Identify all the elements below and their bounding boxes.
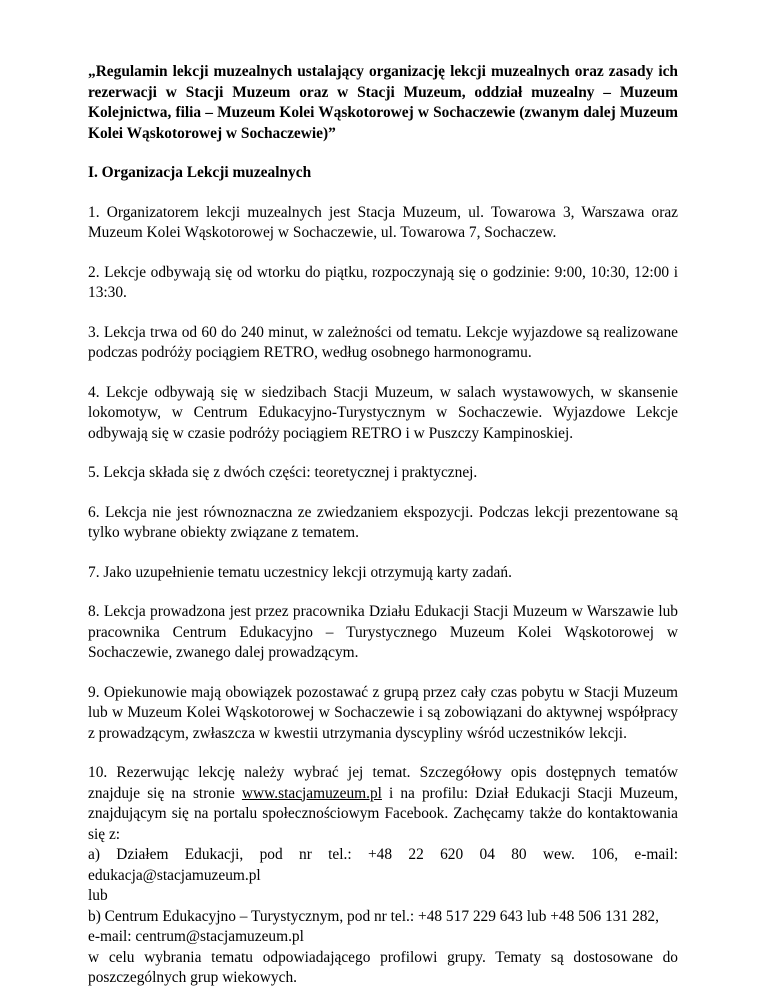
paragraph-2: 2. Lekcje odbywają się od wtorku do piątku, rozpoczynają się o godzinie: 9:00, 10:30, 12:00 i 13:30. — [88, 263, 678, 301]
document-page — [88, 62, 678, 989]
or-separator: lub — [88, 887, 108, 904]
paragraph-5: 5. Lekcja składa się z dwóch części: teoretycznej i praktycznej. — [88, 464, 478, 481]
paragraph-6: 6. Lekcja nie jest równoznaczna ze zwiedzaniem ekspozycji. Podczas lekcji prezentowane są tylko wybrane obiekty związane z tematem. — [88, 503, 678, 541]
paragraph-8: 8. Lekcja prowadzona jest przez pracownika Działu Edukacji Stacji Muzeum w Warszawie lub pracownika Centrum Edukacyjno – Turystycznego Muzeum Kolei Wąskotorowej w Sochaczewie, zwanego dalej prowadzącym. — [88, 603, 678, 661]
paragraph-1: 1. Organizatorem lekcji muzealnych jest Stacja Muzeum, ul. Towarowa 3, Warszawa oraz Muzeum Kolei Wąskotorowej w Sochaczewie, ul. Towarowa 7, Sochaczew. — [88, 203, 678, 241]
contact-education-dept: a) Działem Edukacji, pod nr tel.: +48 22 620 04 80 wew. 106, e-mail: — [88, 846, 678, 863]
website-link[interactable]: www.stacjamuzeum.pl — [241, 784, 382, 802]
document-title: „Regulamin lekcji muzealnych ustalający organizację lekcji muzealnych oraz zasady ich rezerwacji w Stacji Muzeum oraz w Stacji Muzeum, oddział muzealny – Muzeum Kolejnictwa, filia – Muzeum Kolei Wąskotorowej w Sochaczewie (zwanym dalej Muzeum Kolei Wąskotorowej w Sochaczewie)” — [88, 63, 678, 142]
paragraph-10 — [88, 763, 678, 989]
paragraph-10-closing: w celu wybrania tematu odpowiadającego profilowi grupy. Tematy są dostosowane do poszczególnych grup wiekowych. — [88, 948, 678, 986]
section-heading: I. Organizacja Lekcji muzealnych — [88, 164, 312, 181]
paragraph-4: 4. Lekcje odbywają się w siedzibach Stacji Muzeum, w salach wystawowych, w skansenie lokomotyw, w Centrum Edukacyjno-Turystycznym w Sochaczewie. Wyjazdowe Lekcje odbywają się w czasie podróży pociągiem RETRO i w Puszczy Kampinoskiej. — [88, 383, 678, 442]
paragraph-9: 9. Opiekunowie mają obowiązek pozostawać z grupą przez cały czas pobytu w Stacji Muzeum lub w Muzeum Kolei Wąskotorowej w Sochaczewie i są zobowiązani do aktywnej współpracy z prowadzącym, zwłaszcza w kwestii utrzymania dyscypliny wśród uczestników lekcji. — [88, 683, 678, 742]
contact-tourism-email[interactable]: e-mail: centrum@stacjamuzeum.pl — [88, 928, 304, 945]
paragraph-10-intro: 10. Rezerwując lekcję należy wybrać jej temat. Szczegółowy opis dostępnych tematów znajduje się na stronie — [88, 764, 678, 802]
paragraph-10-intro-continued: i na profilu: Dział Edukacji Stacji Muzeum, znajdującym się na portalu społecznościowym Facebook. Zachęcamy także do kontaktowania się z: — [88, 784, 678, 843]
paragraph-7: 7. Jako uzupełnienie tematu uczestnicy lekcji otrzymują karty zadań. — [88, 563, 512, 581]
contact-tourism-center: b) Centrum Edukacyjno – Turystycznym, pod nr tel.: +48 517 229 643 lub +48 506 131 282, — [88, 907, 659, 925]
paragraph-3: 3. Lekcja trwa od 60 do 240 minut, w zależności od tematu. Lekcje wyjazdowe są realizowane podczas podróży pociągiem RETRO, według osobnego harmonogramu. — [88, 323, 678, 361]
contact-education-email[interactable]: edukacja@stacjamuzeum.pl — [88, 866, 261, 884]
